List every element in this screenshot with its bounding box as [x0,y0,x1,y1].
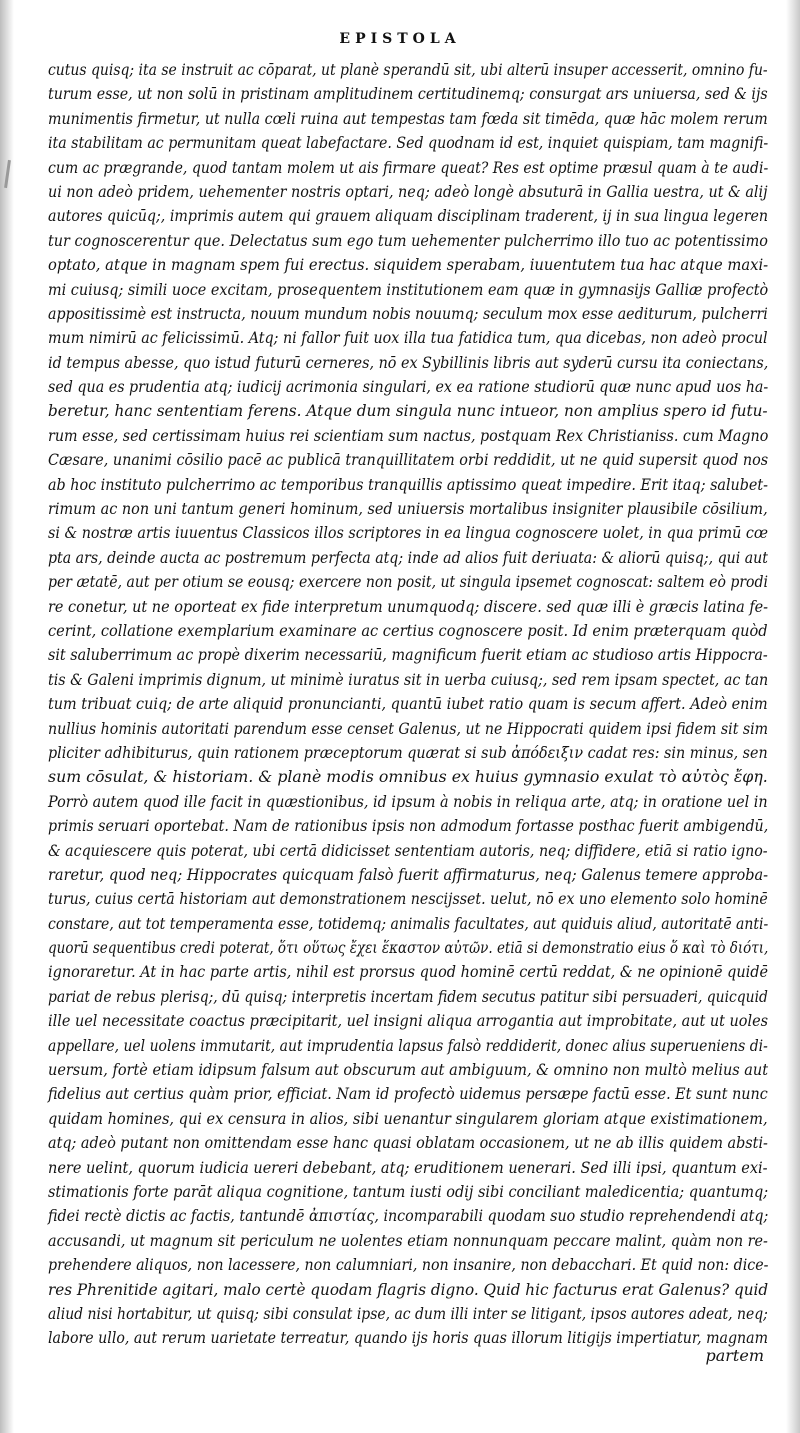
text-line: accusandi, ut magnum sit periculum ne uolentes etiam nonnunquam peccare malint, quàm non re- [48,1230,768,1250]
text-line: mi cuiusq; simili uoce excitam, prosequentem institutionem eam quæ in gymnasijs Galliæ profectò [48,279,769,299]
text-line: tis & Galeni imprimis dignum, ut minimè iuratus sit in uerba cuiusq;, sed rem ipsam spectet, ac tan [48,669,769,689]
body-text [48,58,768,1351]
text-line: constare, aut tot temperamenta esse, totidemq; animalis facultates, aut quiduis aliud, autoritatē anti- [48,913,769,933]
text-line: ab hoc instituto pulcherrimo ac temporibus tranquillis aptissimo queat impedire. Erit itaq; salubet- [48,474,768,494]
text-line: pliciter adhibiturus, quin rationem præceptorum quærat si sub ἀπόδειξιν cadat res: sin minus, sen [48,742,768,762]
text-line: rum esse, sed certissimam huius rei scientiam sum nactus, postquam Rex Christianiss. cum Magno [48,425,769,445]
text-line: uersum, fortè etiam idipsum falsum aut obscurum aut ambiguum, & omnino non multò melius aut [48,1060,769,1080]
text-line: fidei rectè dictis ac factis, tantundē ἀπιστίας, incomparabili quodam suo studio reprehendendi atq; [48,1206,769,1226]
text-line: turus, cuius certā historiam aut demonstrationem nescijsset. uelut, nō ex uno elemento solo hominē [48,889,768,909]
text-line: appellare, uel uolens immutarit, aut imprudentia lapsus falsò reddiderit, donec alius superueniens di- [48,1035,768,1055]
text-line: Cæsare, unanimi cōsilio pacē ac publicā tranquillitatem orbi reddidit, ut ne quid supersit quod nos [48,450,769,470]
text-line: nere uelint, quorum iudicia uereri debebant, atq; eruditionem uenerari. Sed illi ipsi, quantum exi- [48,1157,768,1177]
text-line: re conetur, ut ne oporteat ex fide interpretum unumquodq; discere. sed quæ illi è græcis latina fe- [48,596,769,616]
text-line: prehendere aliquos, non lacessere, non calumniari, non insanire, non debacchari. Et quid non: dice- [48,1255,769,1275]
text-line: sum cōsulat, & historiam. & planè modis omnibus ex huius gymnasio exulat τὸ αὐτὸς ἔφη. [48,767,768,787]
text-line: res Phrenitide agitari, malo certè quodam flagris digno. Quid hic facturus erat Galenus? quid [48,1279,769,1299]
text-line: ui non adeò pridem, uehementer nostris optari, neq; adeò longè absuturā in Gallia uestra, ut & alij [48,181,768,201]
text-line: nullius hominis autoritati parendum esse censet Galenus, ut ne Hippocrati quidem ipsi fidem sit sim [48,718,769,738]
text-line: appositissimè est instructa, nouum mundum nobis nouumq; seculum mox esse aediturum, pulcherri [48,303,768,323]
text-line: beretur, hanc sententiam ferens. Atque dum singula nunc intueor, non amplius spero id futu- [48,401,768,421]
text-line: cerint, collatione exemplarium examinare ac certius cognoscere posit. Id enim præterquam quòd [48,620,768,640]
text-line: labore ullo, aut rerum uarietate terreatur, quando ijs horis quas illorum litigijs impertiatur, magnam [48,1328,768,1348]
text-line: autores quicūq;, imprimis autem qui grauem aliquam disciplinam traderent, ij in sua lingua legeren [48,206,769,226]
text-line: cutus quisq; ita se instruit ac cōparat, ut planè sperandū sit, ubi alterū insuper accesserit, omnino fu- [48,60,768,79]
text-line: per ætatē, aut per otium se eousq; exercere non posit, ut singula ipsemet cognoscat: saltem eò prodi [48,572,768,592]
text-line: quidam homines, qui ex censura in alios, sibi uenantur singularem gloriam atque existimationem, [48,1108,768,1128]
text-line: atq; adeò putant non omittendam esse hanc quasi oblatam occasionem, ut ne ab illis quidem absti- [48,1133,768,1153]
text-line: raretur, quod neq; Hippocrates quicquam falsò fuerit affirmaturus, neq; Galenus temere approba- [48,864,769,884]
text-line: sit saluberrimum ac propè dixerim necessariū, magnificum fuerit etiam ac studioso artis Hippocra- [48,645,768,665]
text-line: ignoraretur. At in hac parte artis, nihil est prorsus quod hominē certū reddat, & ne opinionē quidē [48,962,769,982]
text-line: fidelius aut certius quàm prior, efficiat. Nam id profectò uidemus persæpe factū esse. Et sunt nunc [48,1084,768,1104]
text-line: pariat de rebus plerisq;, dū quisq; interpretis incertam fidem secutus patitur sibi persuaderi, quicquid [48,986,768,1006]
text-line: mum nimirū ac felicissimū. Atq; ni fallor fuit uox illa tua fatidica tum, qua dicebas, non adeò procul [48,328,768,348]
text-line: & acquiescere quis poterat, ubi certā didicisset sententiam autoris, neq; diffidere, etiā si ratio igno- [48,840,768,860]
text-line: ita stabilitam ac permunitam queat labefactare. Sed quodnam id est, inquiet quispiam, tam magnifi- [48,133,769,153]
text-line: ille uel necessitate coactus præcipitarit, uel insigni aliqua arrogantia aut improbitate, aut ut uoles [48,1011,769,1031]
text-line: turum esse, ut non solū in pristinam amplitudinem certitudinemq; consurgat ars uniuersa, sed & ijs [48,84,768,104]
text-line: rimum ac non uni tantum generi hominum, sed uniuersis mortalibus insigniter plausibile cōsilium, [48,499,768,519]
edge-shadow [786,0,800,1433]
text-line: tum tribuat cuiq; de arte aliquid pronuncianti, quantū iubet ratio quam is secum affert. Adeò enim [48,694,768,714]
running-header: EPISTOLA [339,31,461,47]
text-line: pta ars, deinde aucta ac postremum perfecta atq; inde ad alios fuit deriuata: & aliorū quisq;, qui aut [48,547,768,567]
text-line: id tempus abesse, quo istud futurū cerneres, nō ex Sybillinis libris aut syderū cursu ita coniectans, [48,352,769,372]
text-line: stimationis forte parāt aliqua cognitione, tantum iusti odij sibi conciliant maledicentia; quantumq; [48,1181,769,1201]
text-line: cum ac prægrande, quod tantam molem ut ais firmare queat? Res est optime præsul quam à te audi- [48,157,769,177]
text-line: Porrò autem quod ille facit in quæstionibus, id ipsum à nobis in reliqua arte, atq; in oratione uel in [48,791,768,811]
text-line: sed qua es prudentia atq; iudicij acrimonia singulari, ex ea ratione studiorū quæ nunc apud uos ha- [48,377,769,397]
gutter-shadow [0,0,14,1433]
text-line: optato, atque in magnam spem fui erectus. siquidem sperabam, iuuentutem tua hac atque maxi- [48,255,769,275]
text-line: primis seruari oportebat. Nam de rationibus ipsis non admodum fortasse posthac fuerit ambigendū, [48,816,769,836]
catchword: partem [705,1346,764,1365]
text-line: si & nostræ artis iuuentus Classicos illos scriptores in ea lingua cognoscere uolet, in qua primū cœ [48,523,769,543]
text-line: aliud nisi hortabitur, ut quisq; sibi consulat ipse, ac dum illi inter se litigant, ipsos autores adeat, neq; [48,1303,768,1323]
text-line: quorū sequentibus credi poterat, ὅτι οὕτως ἔχει ἕκαστον αὐτῶν. etiā si demonstratio eius ὅ καὶ τὸ διότι, [48,938,769,958]
text-line: munimentis firmetur, ut nulla cœli ruina aut tempestas tam fœda sit timēda, quæ hāc molem rerum [48,108,768,128]
text-line: tur cognoscerentur que. Delectatus sum ego tum uehementer pulcherrimo illo tuo ac potentissimo [48,230,768,250]
